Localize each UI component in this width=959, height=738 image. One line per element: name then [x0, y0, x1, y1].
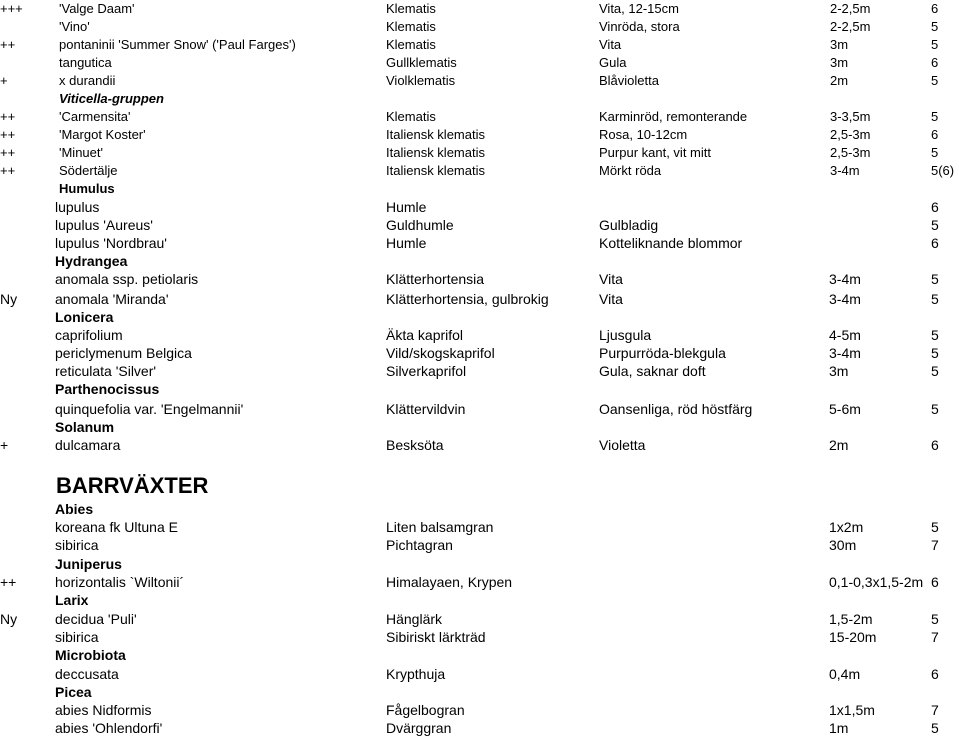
status-mark: ++ [0, 574, 17, 590]
zone-value: 6 [931, 574, 939, 590]
plant-name: horizontalis `Wiltonii´ [55, 574, 185, 590]
height-value: 2,5-3m [830, 127, 871, 142]
plant-row [0, 18, 959, 36]
plant-row [0, 326, 959, 344]
plant-row [0, 126, 959, 144]
zone-value: 7 [931, 629, 939, 645]
height-value: 15-20m [829, 629, 877, 645]
plant-name: Microbiota [55, 647, 126, 663]
plant-name: Abies [55, 501, 94, 517]
zone-value: 5 [931, 519, 939, 535]
height-value: 3m [830, 55, 849, 70]
plant-name: abies Nidformis [55, 702, 152, 718]
genus-heading-row [0, 418, 959, 436]
description: Vita [599, 291, 623, 307]
height-value: 2-2,5m [830, 19, 871, 34]
genus-heading-row [0, 646, 959, 664]
description: Purpur kant, vit mitt [599, 145, 711, 160]
genus-heading-row [0, 180, 959, 198]
plant-name: 'Carmensita' [59, 109, 131, 124]
common-name: Vild/skogskaprifol [386, 345, 495, 361]
height-value: 3m [829, 363, 849, 379]
plant-name: Larix [55, 592, 89, 608]
plant-name: dulcamara [55, 437, 121, 453]
height-value: 1x2m [829, 519, 864, 535]
plant-name: Solanum [55, 419, 115, 435]
height-value: 1m [829, 720, 849, 736]
common-name: Klätterhortensia, gulbrokig [386, 291, 549, 307]
common-name: Liten balsamgran [386, 519, 494, 535]
description: Kotteliknande blommor [599, 235, 743, 251]
plant-name: sibirica [55, 629, 99, 645]
plant-name: anomala ssp. petiolaris [55, 271, 199, 287]
common-name: Klematis [386, 1, 436, 16]
plant-row [0, 719, 959, 737]
plant-name: periclymenum Belgica [55, 345, 192, 361]
genus-heading-row [0, 591, 959, 609]
zone-value: 5 [931, 720, 939, 736]
description: Mörkt röda [599, 163, 662, 178]
common-name: Klättervildvin [386, 401, 466, 417]
plant-row [0, 665, 959, 683]
plant-name: 'Vino' [59, 19, 90, 34]
description: Gula [599, 55, 627, 70]
plant-row [0, 36, 959, 54]
zone-value: 5 [931, 345, 939, 361]
plant-name: Juniperus [55, 556, 122, 572]
plant-row [0, 216, 959, 234]
plant-name: lupulus 'Aureus' [55, 217, 153, 233]
plant-row [0, 701, 959, 719]
common-name: Krypthuja [386, 666, 446, 682]
plant-row [0, 628, 959, 646]
common-name: Silverkaprifol [386, 363, 467, 379]
zone-value: 5 [931, 363, 939, 379]
status-mark: + [0, 73, 8, 88]
plant-row [0, 72, 959, 90]
plant-name: Picea [55, 684, 92, 700]
common-name: Klematis [386, 109, 436, 124]
plant-row [0, 536, 959, 554]
common-name: Guldhumle [386, 217, 454, 233]
plant-name: sibirica [55, 537, 99, 553]
description: Ljusgula [599, 327, 652, 343]
zone-value: 6 [931, 55, 939, 70]
plant-row [0, 573, 959, 591]
height-value: 30m [829, 537, 857, 553]
section-title-barrvaxter: BARRVÄXTER [56, 473, 209, 498]
plant-row [0, 610, 959, 628]
plant-row [0, 436, 959, 454]
plant-name: deccusata [55, 666, 119, 682]
plant-name: koreana fk Ultuna E [55, 519, 178, 535]
common-name: Pichtagran [386, 537, 453, 553]
height-value: 3-3,5m [830, 109, 871, 124]
plant-name: x durandii [59, 73, 116, 88]
plant-name: 'Valge Daam' [59, 1, 135, 16]
zone-value: 5 [931, 73, 939, 88]
status-mark: +++ [0, 1, 23, 16]
genus-heading-row [0, 252, 959, 270]
plant-name: Parthenocissus [55, 381, 160, 397]
height-value: 2-2,5m [830, 1, 871, 16]
plant-name: pontaninii 'Summer Snow' ('Paul Farges') [59, 37, 296, 52]
plant-row [0, 400, 959, 418]
plant-name: lupulus 'Nordbrau' [55, 235, 167, 251]
description: Blåvioletta [599, 73, 659, 88]
plant-row [0, 344, 959, 362]
zone-value: 5 [931, 401, 939, 417]
common-name: Sibiriskt lärkträd [386, 629, 486, 645]
status-mark: Ny [0, 291, 18, 307]
plant-name: Viticella-gruppen [59, 91, 164, 106]
zone-value: 5 [931, 611, 939, 627]
height-value: 2m [829, 437, 849, 453]
description: Vita, 12-15cm [599, 1, 679, 16]
description: Gulbladig [599, 217, 659, 233]
plant-row [0, 518, 959, 536]
zone-value: 5 [931, 19, 939, 34]
height-value: 2,5-3m [830, 145, 871, 160]
zone-value: 6 [931, 1, 939, 16]
plant-name: tangutica [59, 55, 112, 70]
common-name: Gullklematis [386, 55, 457, 70]
plant-name: decidua 'Puli' [55, 611, 137, 627]
genus-heading-row [0, 380, 959, 398]
common-name: Humle [386, 199, 427, 215]
description: Karminröd, remonterande [599, 109, 748, 124]
status-mark: ++ [0, 37, 16, 52]
plant-row [0, 108, 959, 126]
zone-value: 5 [931, 291, 939, 307]
height-value: 0,4m [829, 666, 861, 682]
zone-value: 7 [931, 537, 939, 553]
plant-row [0, 198, 959, 216]
plant-name: quinquefolia var. 'Engelmannii' [55, 401, 244, 417]
status-mark: Ny [0, 611, 18, 627]
zone-value: 5 [931, 327, 939, 343]
plant-row [0, 54, 959, 72]
height-value: 3-4m [829, 271, 861, 287]
description: Vinröda, stora [599, 19, 680, 34]
plant-row [0, 362, 959, 380]
common-name: Klematis [386, 19, 436, 34]
plant-name: caprifolium [55, 327, 123, 343]
height-value: 1x1,5m [829, 702, 875, 718]
plant-row [0, 162, 959, 180]
status-mark: ++ [0, 163, 16, 178]
zone-value: 5 [931, 271, 939, 287]
height-value: 3-4m [829, 345, 861, 361]
plant-name: reticulata 'Silver' [55, 363, 157, 379]
genus-heading-row [0, 90, 959, 108]
common-name: Italiensk klematis [386, 127, 485, 142]
status-mark: + [0, 437, 9, 453]
status-mark: ++ [0, 127, 16, 142]
description: Purpurröda-blekgula [599, 345, 726, 361]
zone-value: 5(6) [931, 163, 955, 178]
genus-heading-row [0, 500, 959, 518]
common-name: Besksöta [386, 437, 444, 453]
height-value: 2m [830, 73, 849, 88]
plant-name: Lonicera [55, 309, 114, 325]
zone-value: 6 [931, 127, 939, 142]
zone-value: 5 [931, 145, 939, 160]
plant-name: lupulus [55, 199, 100, 215]
plant-name: anomala 'Miranda' [55, 291, 169, 307]
height-value: 3-4m [829, 291, 861, 307]
plant-name: 'Margot Koster' [59, 127, 146, 142]
plant-name: abies 'Ohlendorfi' [55, 720, 163, 736]
zone-value: 5 [931, 109, 939, 124]
height-value: 1,5-2m [829, 611, 873, 627]
description: Violetta [599, 437, 646, 453]
zone-value: 6 [931, 666, 939, 682]
plant-name: Södertälje [59, 163, 118, 178]
common-name: Italiensk klematis [386, 145, 485, 160]
zone-value: 7 [931, 702, 939, 718]
genus-heading-row [0, 308, 959, 326]
plant-row [0, 144, 959, 162]
common-name: Himalayaen, Krypen [386, 574, 513, 590]
genus-heading-row [0, 683, 959, 701]
description: Rosa, 10-12cm [599, 127, 688, 142]
height-value: 4-5m [829, 327, 861, 343]
plant-row [0, 270, 959, 288]
status-mark: ++ [0, 109, 16, 124]
height-value: 3m [830, 37, 849, 52]
plant-name: 'Minuet' [59, 145, 103, 160]
plant-row [0, 0, 959, 18]
height-value: 5-6m [829, 401, 861, 417]
zone-value: 6 [931, 235, 939, 251]
plant-row [0, 234, 959, 252]
common-name: Klematis [386, 37, 436, 52]
zone-value: 6 [931, 199, 939, 215]
height-value: 3-4m [830, 163, 860, 178]
plant-name: Humulus [59, 181, 115, 196]
plant-name: Hydrangea [55, 253, 128, 269]
plant-row [0, 290, 959, 308]
common-name: Klätterhortensia [386, 271, 485, 287]
description: Oansenliga, röd höstfärg [599, 401, 753, 417]
zone-value: 5 [931, 217, 939, 233]
description: Vita [599, 271, 623, 287]
height-value: 0,1-0,3x1,5-2m [829, 574, 924, 590]
common-name: Humle [386, 235, 427, 251]
description: Vita [599, 37, 622, 52]
common-name: Äkta kaprifol [386, 327, 464, 343]
status-mark: ++ [0, 145, 16, 160]
common-name: Hänglärk [386, 611, 443, 627]
common-name: Fågelbogran [386, 702, 465, 718]
zone-value: 5 [931, 37, 939, 52]
genus-heading-row [0, 555, 959, 573]
common-name: Italiensk klematis [386, 163, 485, 178]
common-name: Violklematis [386, 73, 456, 88]
common-name: Dvärggran [386, 720, 452, 736]
description: Gula, saknar doft [599, 363, 706, 379]
zone-value: 6 [931, 437, 939, 453]
